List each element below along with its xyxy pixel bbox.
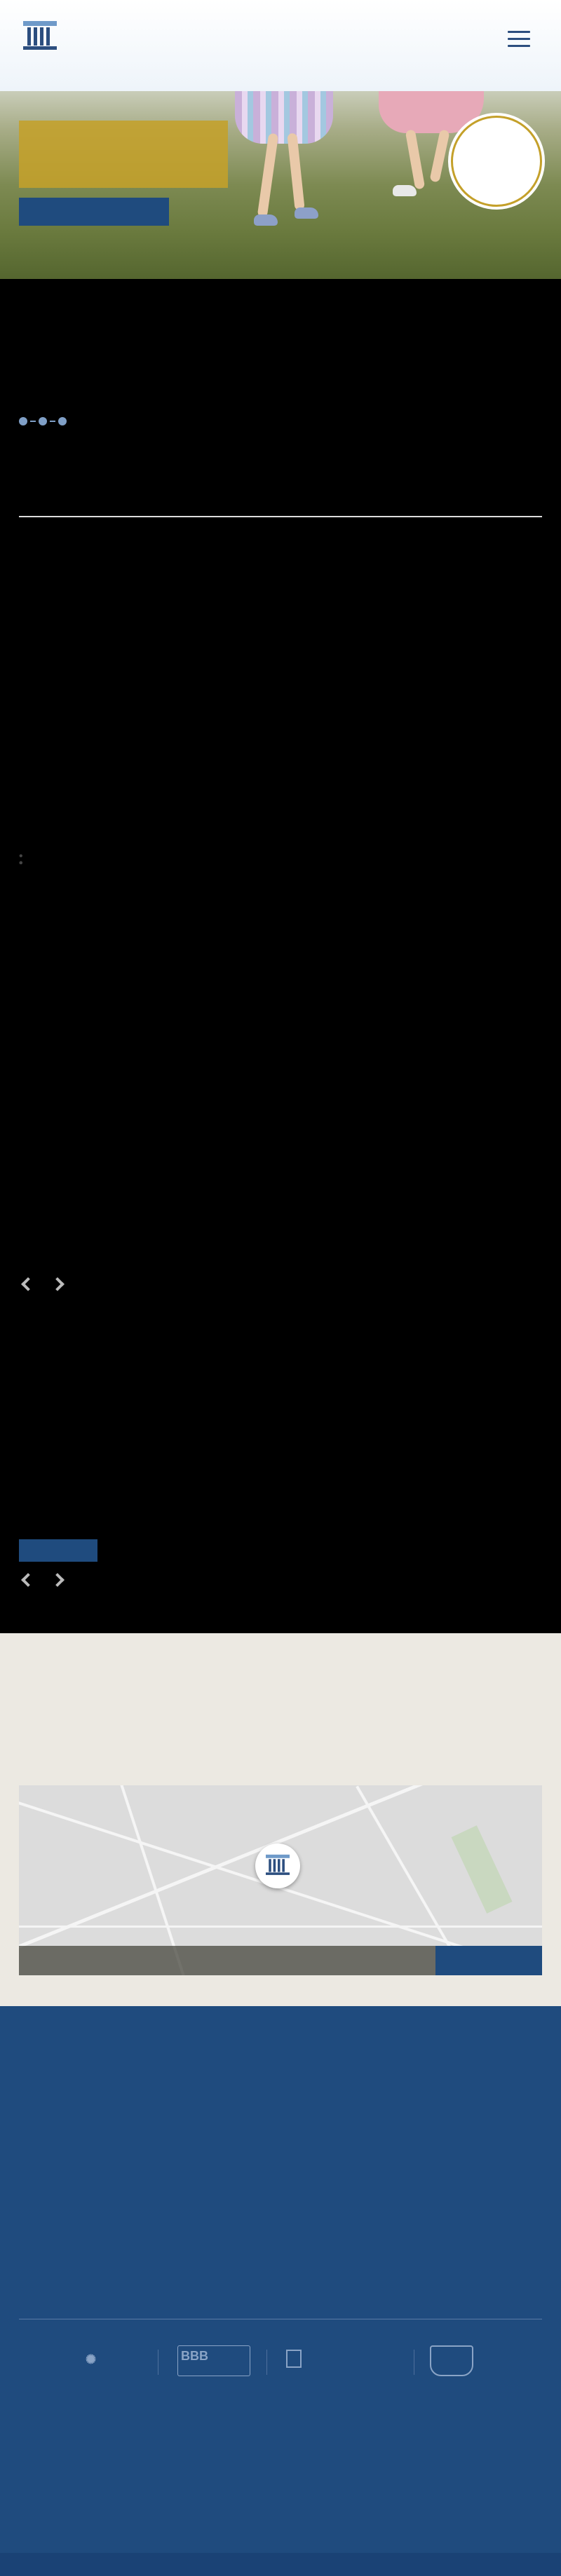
prev-arrow-icon[interactable] <box>21 1573 35 1587</box>
bbb-badge[interactable] <box>177 2345 250 2376</box>
slider-dots[interactable] <box>19 415 69 428</box>
nacba-icon <box>286 2350 302 2368</box>
slider-dot-3[interactable] <box>58 417 67 425</box>
next-arrow-icon[interactable] <box>50 1277 65 1291</box>
building-icon <box>266 1867 290 1879</box>
building-icon <box>23 20 57 54</box>
hero-banner <box>0 91 561 279</box>
bbb-icon: BBB <box>181 2349 208 2363</box>
hero-headline-box <box>19 121 228 188</box>
slider-dot-1[interactable] <box>19 417 27 425</box>
map-address-bar <box>19 1946 542 1975</box>
divider <box>19 516 542 517</box>
location-map[interactable] <box>19 1785 542 1975</box>
slider-dot-2[interactable] <box>39 417 47 425</box>
site-footer <box>0 2006 561 2576</box>
read-more-button[interactable] <box>19 1539 97 1562</box>
services-list <box>19 850 542 857</box>
blog-pager <box>19 1574 62 1592</box>
site-header <box>0 0 561 91</box>
bottom-bar <box>0 2553 561 2576</box>
get-directions-button[interactable] <box>435 1946 542 1975</box>
best-of-silicon-valley-badge[interactable] <box>430 2345 473 2376</box>
yelp-burst-icon: ✺ <box>86 2352 97 2366</box>
next-arrow-icon[interactable] <box>50 1573 65 1587</box>
hero-image-child1 <box>235 91 333 144</box>
logo[interactable] <box>19 21 57 58</box>
hamburger-icon[interactable] <box>508 31 530 48</box>
nacba-badge[interactable] <box>286 2345 405 2376</box>
trust-badges <box>0 2345 561 2380</box>
footer-col-how-bankruptcy-helps <box>19 2027 191 2032</box>
footer-col-learn-more <box>191 2027 542 2032</box>
prev-arrow-icon[interactable] <box>21 1277 35 1291</box>
get-started-button[interactable] <box>19 198 169 226</box>
testimonial-pager <box>19 1278 62 1296</box>
yelp-badge[interactable] <box>86 2345 96 2376</box>
map-pin[interactable] <box>255 1844 300 1888</box>
